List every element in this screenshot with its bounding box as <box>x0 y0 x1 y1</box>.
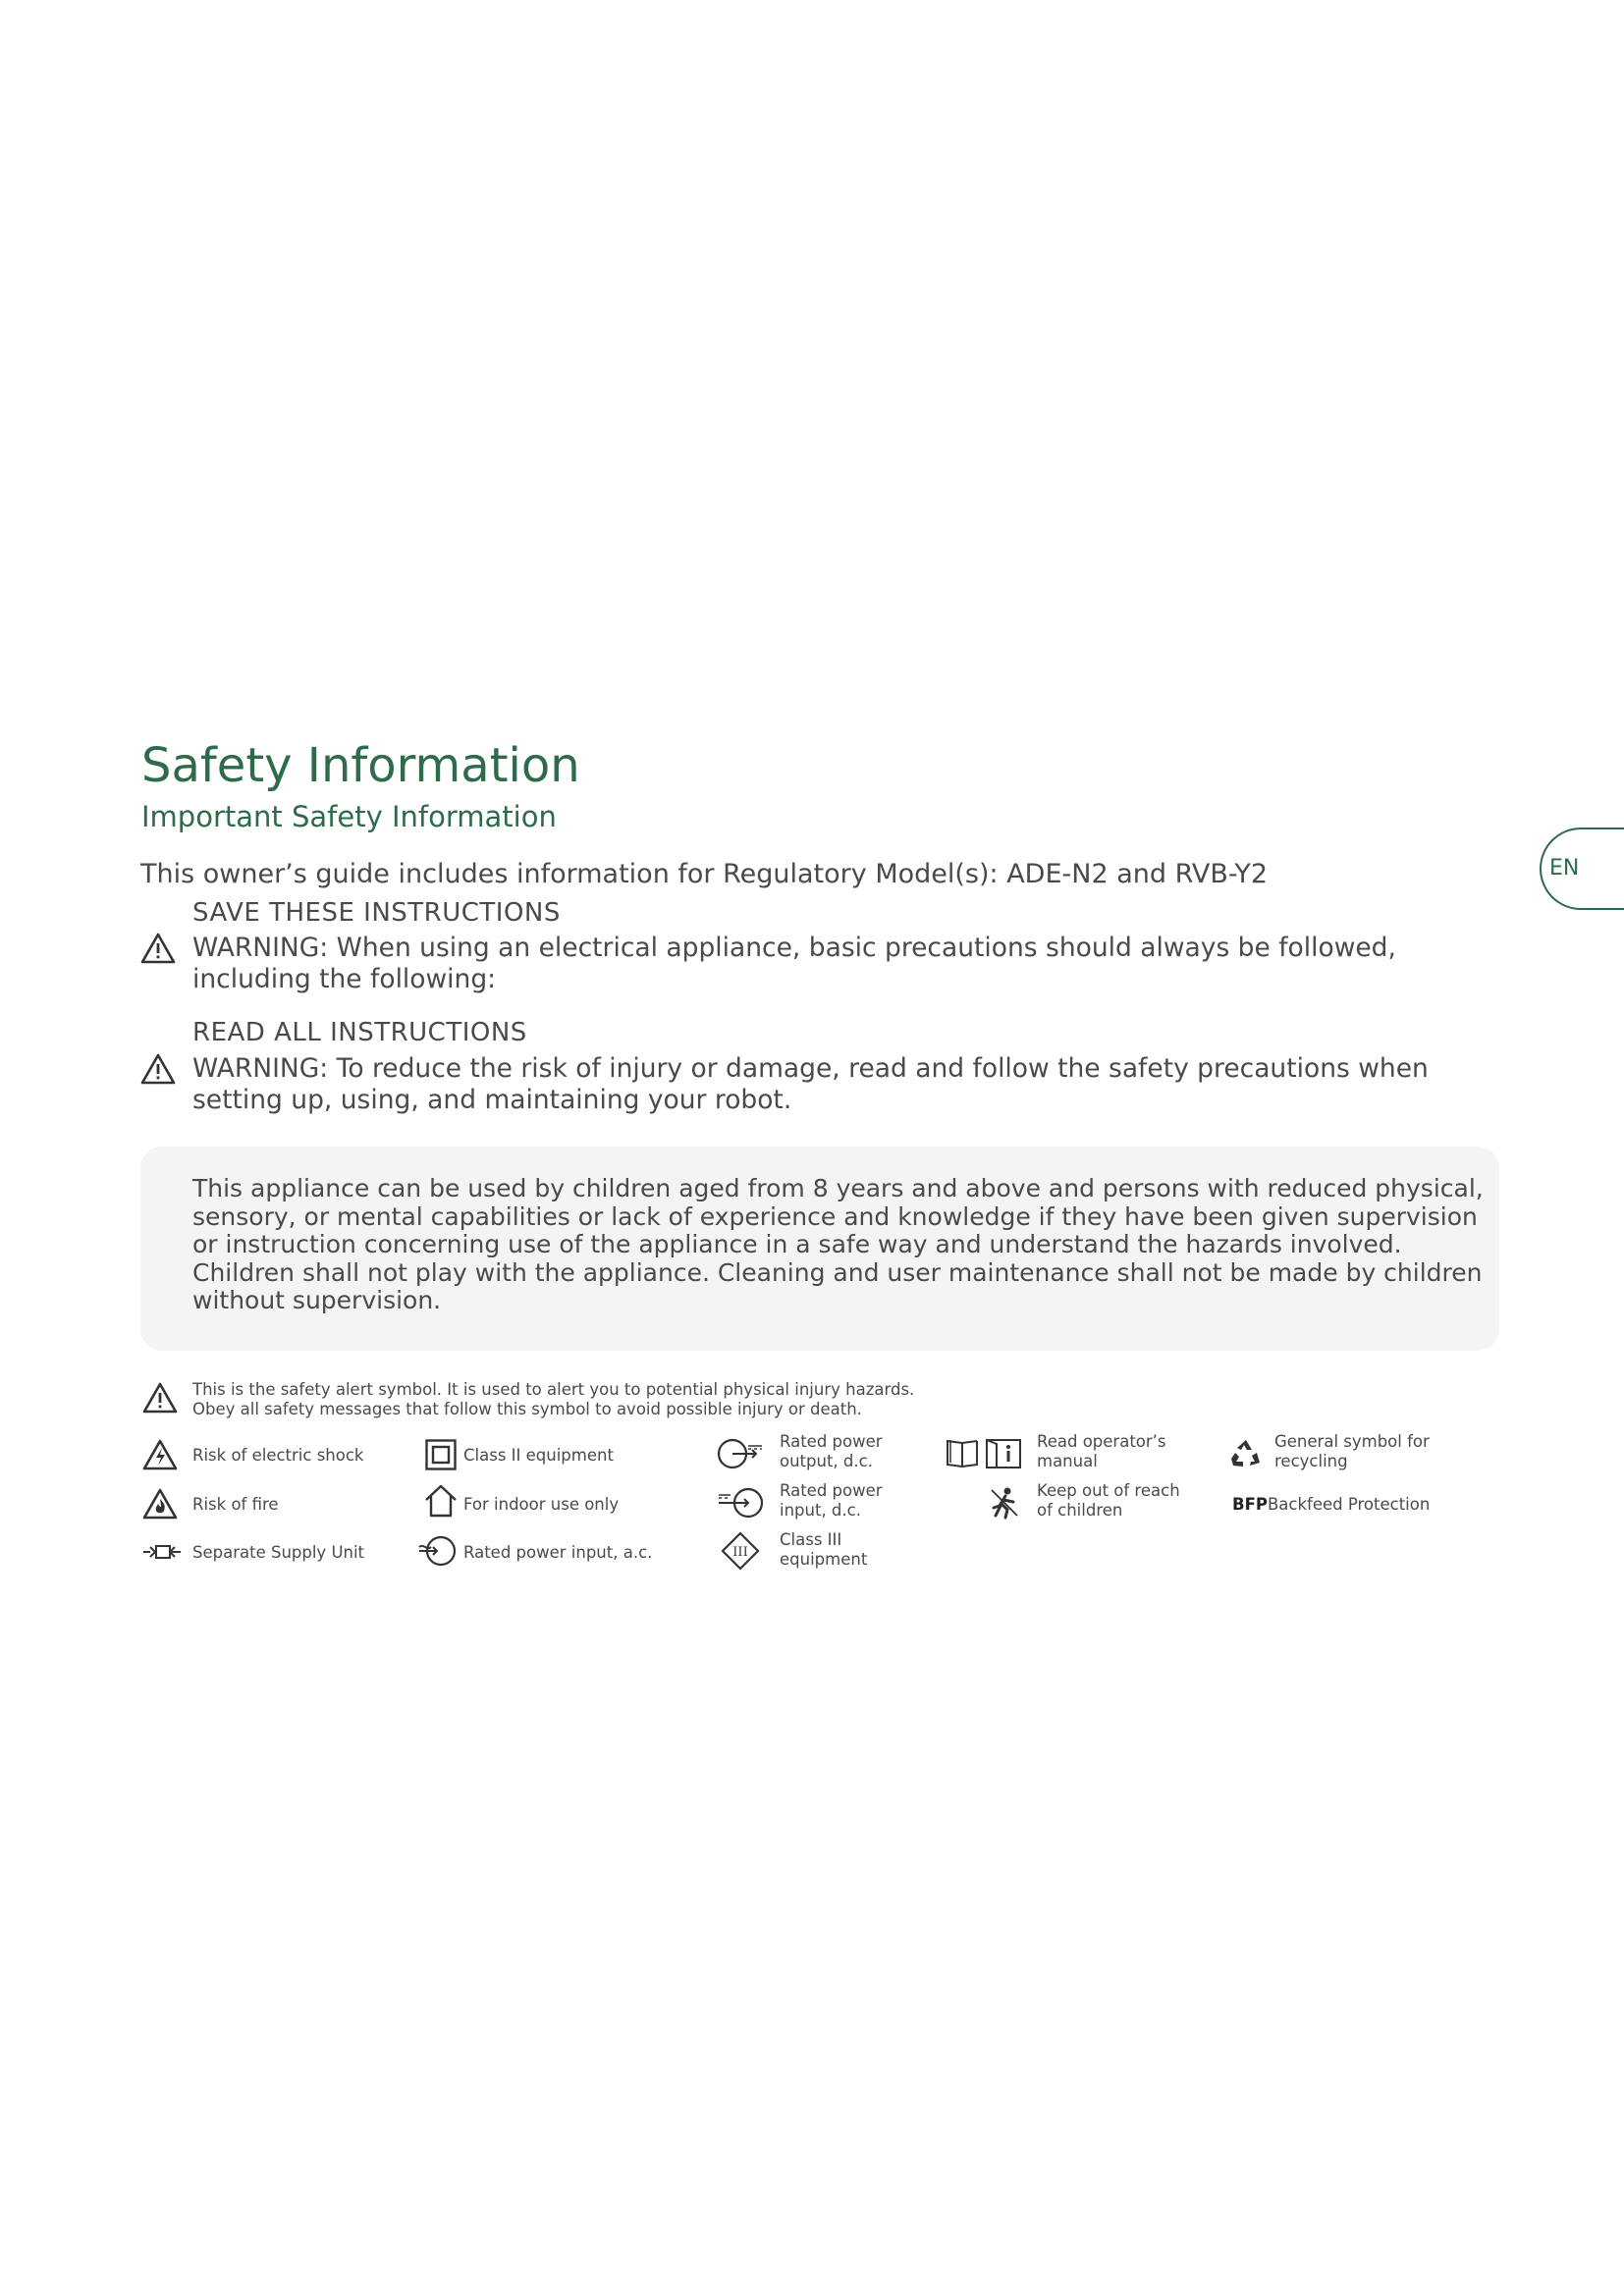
page-title: Safety Information <box>141 738 580 793</box>
language-tab-label: EN <box>1549 856 1580 881</box>
intro-text: This owner’s guide includes information for Regulatory Model(s): ADE-N2 and RVB-Y2 <box>140 859 1269 889</box>
warning-text: WARNING: To reduce the risk of injury or damage, read and follow the safety precautions when setting up, using, and maintaining your robot. <box>192 1053 1429 1115</box>
fire-risk-label: Risk of fire <box>192 1495 279 1514</box>
electric-shock-label: Risk of electric shock <box>192 1446 364 1465</box>
electric-shock-icon <box>142 1439 178 1470</box>
recycling-icon <box>1229 1437 1263 1470</box>
backfeed-protection-label <box>1232 1495 1430 1515</box>
keep-out-of-reach-label: Keep out of reach <box>1037 1481 1180 1500</box>
keep-out-of-reach-label: of children <box>1037 1501 1123 1520</box>
rated-input-dc-icon <box>717 1486 764 1520</box>
read-instructions-heading: READ ALL INSTRUCTIONS <box>192 1018 527 1047</box>
class-ii-label: Class II equipment <box>463 1446 614 1465</box>
indoor-use-icon <box>422 1483 460 1519</box>
warning-icon <box>140 933 176 964</box>
page-subtitle: Important Safety Information <box>141 800 557 833</box>
class-ii-icon <box>425 1439 457 1470</box>
keep-out-of-reach-icon <box>988 1486 1021 1520</box>
notice-text: This appliance can be used by children aged from 8 years and above and persons with reduced physical, sensory, or mental capabilities or lack of experience and knowledge if they have been given supervision or instruction concerning use of the appliance in a safe way and understand the hazards involved. Children shall not play with the appliance. Cleaning and user maintenance shall not be made by children without supervision. <box>192 1174 1484 1314</box>
rated-input-dc-label: Rated power <box>780 1481 883 1500</box>
bfp-abbreviation: BFP <box>1232 1495 1268 1514</box>
warning-text: WARNING: When using an electrical appliance, basic precautions should always be followed, including the following: <box>192 933 1396 994</box>
fire-risk-icon <box>142 1488 178 1520</box>
class-iii-icon <box>721 1531 760 1571</box>
read-manual-label: Read operator’s <box>1037 1432 1166 1451</box>
warning-icon <box>140 1053 176 1085</box>
class-iii-label: equipment <box>780 1550 868 1569</box>
rated-output-dc-label: output, d.c. <box>780 1452 873 1470</box>
alert-line-2: Obey all safety messages that follow this symbol to avoid possible injury or death. <box>192 1400 862 1418</box>
read-manual-icon <box>946 1437 1022 1470</box>
rated-input-ac-label: Rated power input, a.c. <box>463 1543 653 1562</box>
class-iii-label: Class III <box>780 1530 842 1549</box>
separate-supply-unit-icon <box>142 1543 182 1561</box>
rated-output-dc-icon <box>717 1437 764 1470</box>
alert-line-1: This is the safety alert symbol. It is used to alert you to potential physical injury hazards. <box>192 1380 915 1399</box>
rated-output-dc-label: Rated power <box>780 1432 883 1451</box>
save-instructions-heading: SAVE THESE INSTRUCTIONS <box>192 898 561 928</box>
svg-text:III: III <box>732 1545 748 1560</box>
read-manual-label: manual <box>1037 1452 1098 1470</box>
indoor-use-label: For indoor use only <box>463 1495 620 1514</box>
safety-alert-icon <box>142 1382 178 1414</box>
recycling-label: recycling <box>1274 1452 1348 1470</box>
bfp-description: Backfeed Protection <box>1267 1495 1431 1514</box>
rated-input-dc-label: input, d.c. <box>780 1501 861 1520</box>
rated-input-ac-icon <box>417 1534 457 1568</box>
recycling-label: General symbol for <box>1274 1432 1430 1451</box>
separate-supply-unit-label: Separate Supply Unit <box>192 1543 365 1562</box>
